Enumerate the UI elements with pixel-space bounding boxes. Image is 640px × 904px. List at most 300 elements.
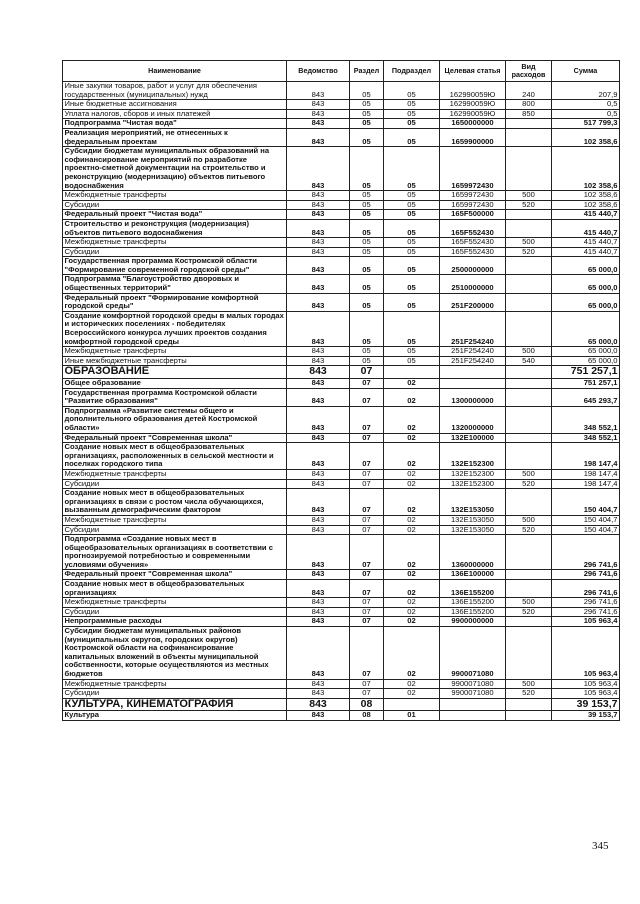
row-sum: 39 153,7 — [552, 698, 620, 711]
row-sum: 751 257,1 — [552, 379, 620, 389]
row-exp — [506, 293, 552, 311]
row-section: 05 — [350, 293, 384, 311]
row-subsection: 05 — [384, 275, 440, 293]
row-section: 07 — [350, 607, 384, 617]
row-exp: 850 — [506, 109, 552, 119]
row-dept: 843 — [287, 433, 350, 443]
row-section: 07 — [350, 617, 384, 627]
row-name: Субсидии — [63, 525, 287, 535]
table-row — [63, 356, 620, 366]
row-subsection: 05 — [384, 347, 440, 357]
table-row — [63, 689, 620, 699]
row-name: Субсидии бюджетам муниципальных образований на софинансирование мероприятий по разработке проектно-сметной документации на строительство и реконструкцию (модернизацию) объектов питьевого водоснабжения — [63, 147, 287, 191]
table-row — [63, 247, 620, 257]
row-subsection: 02 — [384, 443, 440, 470]
row-subsection: 05 — [384, 210, 440, 220]
row-name: Межбюджетные трансферты — [63, 469, 287, 479]
row-dept: 843 — [287, 128, 350, 146]
row-name: Субсидии — [63, 607, 287, 617]
table-row — [63, 679, 620, 689]
row-exp: 500 — [506, 238, 552, 248]
row-name: Иные межбюджетные трансферты — [63, 356, 287, 366]
table-row — [63, 525, 620, 535]
row-sum: 65 000,0 — [552, 257, 620, 275]
row-exp — [506, 147, 552, 191]
row-sum: 105 963,4 — [552, 617, 620, 627]
row-section: 07 — [350, 433, 384, 443]
row-section: 07 — [350, 515, 384, 525]
row-subsection: 05 — [384, 247, 440, 257]
row-dept: 843 — [287, 580, 350, 598]
row-exp: 520 — [506, 525, 552, 535]
table-row — [63, 147, 620, 191]
row-section: 05 — [350, 191, 384, 201]
row-section: 08 — [350, 711, 384, 721]
row-section: 05 — [350, 311, 384, 346]
row-target: 136E155200 — [440, 598, 506, 608]
row-target: 165F552430 — [440, 247, 506, 257]
row-exp — [506, 570, 552, 580]
table-row — [63, 100, 620, 110]
row-exp — [506, 210, 552, 220]
row-name: Культура — [63, 711, 287, 721]
row-dept: 843 — [287, 200, 350, 210]
row-sum: 102 358,6 — [552, 191, 620, 201]
row-section: 07 — [350, 679, 384, 689]
row-name: Федеральный проект "Современная школа" — [63, 570, 287, 580]
table-row — [63, 469, 620, 479]
row-subsection: 02 — [384, 598, 440, 608]
row-name: Подпрограмма «Создание новых мест в общеобразовательных организациях в соответствии с прогнозируемой потребностью и современными условиями обучения» — [63, 535, 287, 570]
row-section: 07 — [350, 388, 384, 406]
row-sum: 296 741,6 — [552, 598, 620, 608]
row-subsection: 05 — [384, 128, 440, 146]
row-name: Федеральный проект "Формирование комфортной городской среды" — [63, 293, 287, 311]
row-exp — [506, 311, 552, 346]
row-sum: 0,5 — [552, 100, 620, 110]
row-subsection: 05 — [384, 311, 440, 346]
row-dept: 843 — [287, 617, 350, 627]
row-sum: 415 440,7 — [552, 210, 620, 220]
table-row — [63, 515, 620, 525]
row-exp: 500 — [506, 347, 552, 357]
row-dept: 843 — [287, 191, 350, 201]
row-target: 251F200000 — [440, 293, 506, 311]
row-section: 07 — [350, 535, 384, 570]
table-header-row — [63, 61, 620, 82]
table-row — [63, 257, 620, 275]
row-sum: 102 358,6 — [552, 128, 620, 146]
row-dept: 843 — [287, 275, 350, 293]
row-target: 132E153050 — [440, 525, 506, 535]
row-sum: 0,5 — [552, 109, 620, 119]
row-name: Создание комфортной городской среды в малых городах и исторических поселениях - победителях Всероссийского конкурса лучших проектов создания комфортной городской среды — [63, 311, 287, 346]
row-dept: 843 — [287, 147, 350, 191]
row-subsection: 02 — [384, 607, 440, 617]
row-exp — [506, 366, 552, 379]
table-row — [63, 443, 620, 470]
row-sum: 296 741,6 — [552, 535, 620, 570]
row-section: 05 — [350, 210, 384, 220]
row-exp — [506, 627, 552, 680]
row-subsection: 05 — [384, 219, 440, 237]
row-sum: 296 741,6 — [552, 570, 620, 580]
row-sum: 198 147,4 — [552, 479, 620, 489]
row-dept: 843 — [287, 109, 350, 119]
row-dept: 843 — [287, 82, 350, 100]
row-subsection: 05 — [384, 238, 440, 248]
row-dept: 843 — [287, 311, 350, 346]
table-row — [63, 311, 620, 346]
row-sum: 65 000,0 — [552, 311, 620, 346]
header-name: Наименование — [63, 61, 287, 82]
row-sum: 415 440,7 — [552, 219, 620, 237]
row-section: 05 — [350, 275, 384, 293]
row-dept: 843 — [287, 679, 350, 689]
row-target: 136E100000 — [440, 570, 506, 580]
row-name: Подпрограмма "Чистая вода" — [63, 119, 287, 129]
row-section: 07 — [350, 479, 384, 489]
row-subsection: 05 — [384, 293, 440, 311]
row-sum: 348 552,1 — [552, 433, 620, 443]
row-name: Уплата налогов, сборов и иных платежей — [63, 109, 287, 119]
row-dept: 843 — [287, 210, 350, 220]
header-subsection: Подраздел — [384, 61, 440, 82]
row-section: 07 — [350, 689, 384, 699]
row-sum: 39 153,7 — [552, 711, 620, 721]
row-target: 165F500000 — [440, 210, 506, 220]
row-exp: 520 — [506, 607, 552, 617]
row-subsection: 02 — [384, 406, 440, 433]
row-subsection: 05 — [384, 356, 440, 366]
budget-table — [62, 60, 620, 721]
row-exp: 520 — [506, 479, 552, 489]
row-target: 132E152300 — [440, 443, 506, 470]
row-name: Межбюджетные трансферты — [63, 347, 287, 357]
row-section: 07 — [350, 406, 384, 433]
row-section: 05 — [350, 238, 384, 248]
row-target: 251F254240 — [440, 356, 506, 366]
row-dept: 843 — [287, 443, 350, 470]
row-sum: 65 000,0 — [552, 275, 620, 293]
row-subsection — [384, 698, 440, 711]
row-exp: 500 — [506, 191, 552, 201]
row-name: Субсидии — [63, 479, 287, 489]
row-target: 1659972430 — [440, 191, 506, 201]
row-dept: 843 — [287, 525, 350, 535]
row-name: Субсидии бюджетам муниципальных районов (муниципальных округов, городских округов) Костромской области на софинансирование капитальных вложений в объекты муниципальной собственности, которые осуществляются из местных бюджетов — [63, 627, 287, 680]
row-dept: 843 — [287, 247, 350, 257]
row-sum: 415 440,7 — [552, 238, 620, 248]
row-target: 1659900000 — [440, 128, 506, 146]
row-subsection: 01 — [384, 711, 440, 721]
row-dept: 843 — [287, 711, 350, 721]
table-row — [63, 535, 620, 570]
row-dept: 843 — [287, 219, 350, 237]
table-row — [63, 617, 620, 627]
row-target: 132E100000 — [440, 433, 506, 443]
row-dept: 843 — [287, 293, 350, 311]
row-exp — [506, 275, 552, 293]
row-name: Создание новых мест в общеобразовательных организациях в связи с ростом числа обучающихся, вызванным демографическим фактором — [63, 489, 287, 516]
row-section: 05 — [350, 200, 384, 210]
row-exp — [506, 443, 552, 470]
table-body — [63, 82, 620, 721]
row-name: Строительство и реконструкция (модернизация) объектов питьевого водоснабжения — [63, 219, 287, 237]
row-section: 05 — [350, 147, 384, 191]
row-name: Федеральный проект "Чистая вода" — [63, 210, 287, 220]
row-sum: 296 741,6 — [552, 607, 620, 617]
table-row — [63, 347, 620, 357]
row-target: 9900071080 — [440, 689, 506, 699]
table-row — [63, 119, 620, 129]
row-section: 07 — [350, 366, 384, 379]
row-target: 2500000000 — [440, 257, 506, 275]
row-section: 05 — [350, 82, 384, 100]
row-subsection: 02 — [384, 515, 440, 525]
row-name: Межбюджетные трансферты — [63, 598, 287, 608]
header-section: Раздел — [350, 61, 384, 82]
row-subsection: 05 — [384, 257, 440, 275]
row-target: 1320000000 — [440, 406, 506, 433]
table-row — [63, 479, 620, 489]
row-sum: 296 741,6 — [552, 580, 620, 598]
table-row — [63, 210, 620, 220]
row-sum: 65 000,0 — [552, 356, 620, 366]
row-dept: 843 — [287, 388, 350, 406]
header-target: Целевая статья — [440, 61, 506, 82]
row-target: 132E153050 — [440, 489, 506, 516]
table-row — [63, 627, 620, 680]
row-target: 1650000000 — [440, 119, 506, 129]
row-exp — [506, 128, 552, 146]
row-name: Подпрограмма "Благоустройство дворовых и общественных территорий" — [63, 275, 287, 293]
row-name: Межбюджетные трансферты — [63, 515, 287, 525]
row-section: 05 — [350, 109, 384, 119]
row-name: Общее образование — [63, 379, 287, 389]
row-name: Межбюджетные трансферты — [63, 191, 287, 201]
row-name: Межбюджетные трансферты — [63, 679, 287, 689]
row-subsection: 02 — [384, 535, 440, 570]
row-target: 1360000000 — [440, 535, 506, 570]
row-target: 132E152300 — [440, 469, 506, 479]
row-subsection: 05 — [384, 82, 440, 100]
row-subsection: 05 — [384, 147, 440, 191]
row-subsection: 02 — [384, 627, 440, 680]
row-target: 1300000000 — [440, 388, 506, 406]
table-row — [63, 128, 620, 146]
row-sum: 751 257,1 — [552, 366, 620, 379]
row-subsection: 05 — [384, 119, 440, 129]
row-exp — [506, 535, 552, 570]
row-exp — [506, 711, 552, 721]
row-dept: 843 — [287, 119, 350, 129]
row-section: 05 — [350, 347, 384, 357]
row-exp — [506, 617, 552, 627]
table-row — [63, 433, 620, 443]
row-name: Создание новых мест в общеобразовательных организациях, расположенных в сельской местности и поселках городского типа — [63, 443, 287, 470]
row-dept: 843 — [287, 535, 350, 570]
row-subsection: 05 — [384, 200, 440, 210]
row-dept: 843 — [287, 100, 350, 110]
row-name: Субсидии — [63, 200, 287, 210]
row-subsection: 02 — [384, 580, 440, 598]
row-name: Субсидии — [63, 247, 287, 257]
row-target: 136E155200 — [440, 607, 506, 617]
row-exp — [506, 119, 552, 129]
row-target: 132E153050 — [440, 515, 506, 525]
row-name: Иные закупки товаров, работ и услуг для обеспечения государственных (муниципальных) нужд — [63, 82, 287, 100]
row-section: 07 — [350, 580, 384, 598]
row-sum: 102 358,6 — [552, 200, 620, 210]
row-section: 07 — [350, 443, 384, 470]
row-sum: 105 963,4 — [552, 689, 620, 699]
row-name: КУЛЬТУРА, КИНЕМАТОГРАФИЯ — [63, 698, 287, 711]
row-sum: 105 963,4 — [552, 627, 620, 680]
budget-table-sheet — [62, 60, 619, 721]
row-target: 2510000000 — [440, 275, 506, 293]
row-section: 07 — [350, 379, 384, 389]
row-exp: 520 — [506, 200, 552, 210]
row-exp: 520 — [506, 689, 552, 699]
row-exp: 540 — [506, 356, 552, 366]
table-row — [63, 489, 620, 516]
row-name: Подпрограмма «Развитие системы общего и дополнительного образования детей Костромской области» — [63, 406, 287, 433]
table-row — [63, 366, 620, 379]
table-row — [63, 82, 620, 100]
row-target: 251F254240 — [440, 347, 506, 357]
row-target: 1659972430 — [440, 147, 506, 191]
row-section: 05 — [350, 247, 384, 257]
row-exp — [506, 433, 552, 443]
row-exp — [506, 406, 552, 433]
row-subsection: 02 — [384, 679, 440, 689]
row-section: 05 — [350, 128, 384, 146]
row-section: 05 — [350, 100, 384, 110]
row-sum: 65 000,0 — [552, 347, 620, 357]
row-sum: 517 799,3 — [552, 119, 620, 129]
row-dept: 843 — [287, 598, 350, 608]
row-sum: 102 358,6 — [552, 147, 620, 191]
row-dept: 843 — [287, 366, 350, 379]
row-dept: 843 — [287, 607, 350, 617]
row-target: 132E152300 — [440, 479, 506, 489]
header-exp: Вид расходов — [506, 61, 552, 82]
row-subsection: 02 — [384, 570, 440, 580]
row-exp: 800 — [506, 100, 552, 110]
row-name: Федеральный проект "Современная школа" — [63, 433, 287, 443]
table-row — [63, 379, 620, 389]
table-row — [63, 191, 620, 201]
row-exp — [506, 698, 552, 711]
row-dept: 843 — [287, 347, 350, 357]
page-number: 345 — [592, 840, 609, 852]
row-dept: 843 — [287, 698, 350, 711]
row-dept: 843 — [287, 570, 350, 580]
row-target: 1659972430 — [440, 200, 506, 210]
row-section: 05 — [350, 219, 384, 237]
row-exp — [506, 489, 552, 516]
row-section: 05 — [350, 119, 384, 129]
table-row — [63, 275, 620, 293]
row-name: Иные бюджетные ассигнования — [63, 100, 287, 110]
row-target: 165F552430 — [440, 219, 506, 237]
row-exp: 520 — [506, 247, 552, 257]
row-dept: 843 — [287, 489, 350, 516]
row-dept: 843 — [287, 515, 350, 525]
row-exp — [506, 257, 552, 275]
row-target — [440, 366, 506, 379]
row-target — [440, 379, 506, 389]
row-sum: 348 552,1 — [552, 406, 620, 433]
row-dept: 843 — [287, 479, 350, 489]
table-row — [63, 698, 620, 711]
row-subsection: 02 — [384, 525, 440, 535]
row-name: Государственная программа Костромской области "Формирование современной городской среды" — [63, 257, 287, 275]
row-dept: 843 — [287, 379, 350, 389]
row-dept: 843 — [287, 469, 350, 479]
row-exp: 500 — [506, 469, 552, 479]
row-exp: 500 — [506, 515, 552, 525]
row-name: Непрограммные расходы — [63, 617, 287, 627]
row-target: 165F552430 — [440, 238, 506, 248]
row-section: 07 — [350, 525, 384, 535]
row-section: 07 — [350, 489, 384, 516]
table-row — [63, 711, 620, 721]
table-row — [63, 109, 620, 119]
row-dept: 843 — [287, 627, 350, 680]
row-dept: 843 — [287, 238, 350, 248]
row-name: Межбюджетные трансферты — [63, 238, 287, 248]
row-sum: 65 000,0 — [552, 293, 620, 311]
row-section: 07 — [350, 598, 384, 608]
row-target: 9900071080 — [440, 627, 506, 680]
row-subsection: 02 — [384, 489, 440, 516]
row-sum: 105 963,4 — [552, 679, 620, 689]
row-exp: 240 — [506, 82, 552, 100]
row-dept: 843 — [287, 356, 350, 366]
row-section: 05 — [350, 257, 384, 275]
header-dept: Ведомство — [287, 61, 350, 82]
table-row — [63, 607, 620, 617]
row-exp: 500 — [506, 679, 552, 689]
row-target: 162990059Ю — [440, 82, 506, 100]
table-row — [63, 219, 620, 237]
row-subsection: 02 — [384, 617, 440, 627]
row-sum: 645 293,7 — [552, 388, 620, 406]
row-subsection: 02 — [384, 689, 440, 699]
row-sum: 415 440,7 — [552, 247, 620, 257]
row-target — [440, 698, 506, 711]
row-exp: 500 — [506, 598, 552, 608]
header-sum: Сумма — [552, 61, 620, 82]
row-exp — [506, 580, 552, 598]
table-row — [63, 570, 620, 580]
row-dept: 843 — [287, 406, 350, 433]
row-target: 162990059Ю — [440, 100, 506, 110]
row-target: 136E155200 — [440, 580, 506, 598]
row-target: 251F254240 — [440, 311, 506, 346]
row-section: 05 — [350, 356, 384, 366]
table-row — [63, 388, 620, 406]
row-subsection: 05 — [384, 100, 440, 110]
row-section: 07 — [350, 570, 384, 580]
row-dept: 843 — [287, 689, 350, 699]
table-row — [63, 598, 620, 608]
row-subsection: 02 — [384, 379, 440, 389]
row-dept: 843 — [287, 257, 350, 275]
row-exp — [506, 379, 552, 389]
